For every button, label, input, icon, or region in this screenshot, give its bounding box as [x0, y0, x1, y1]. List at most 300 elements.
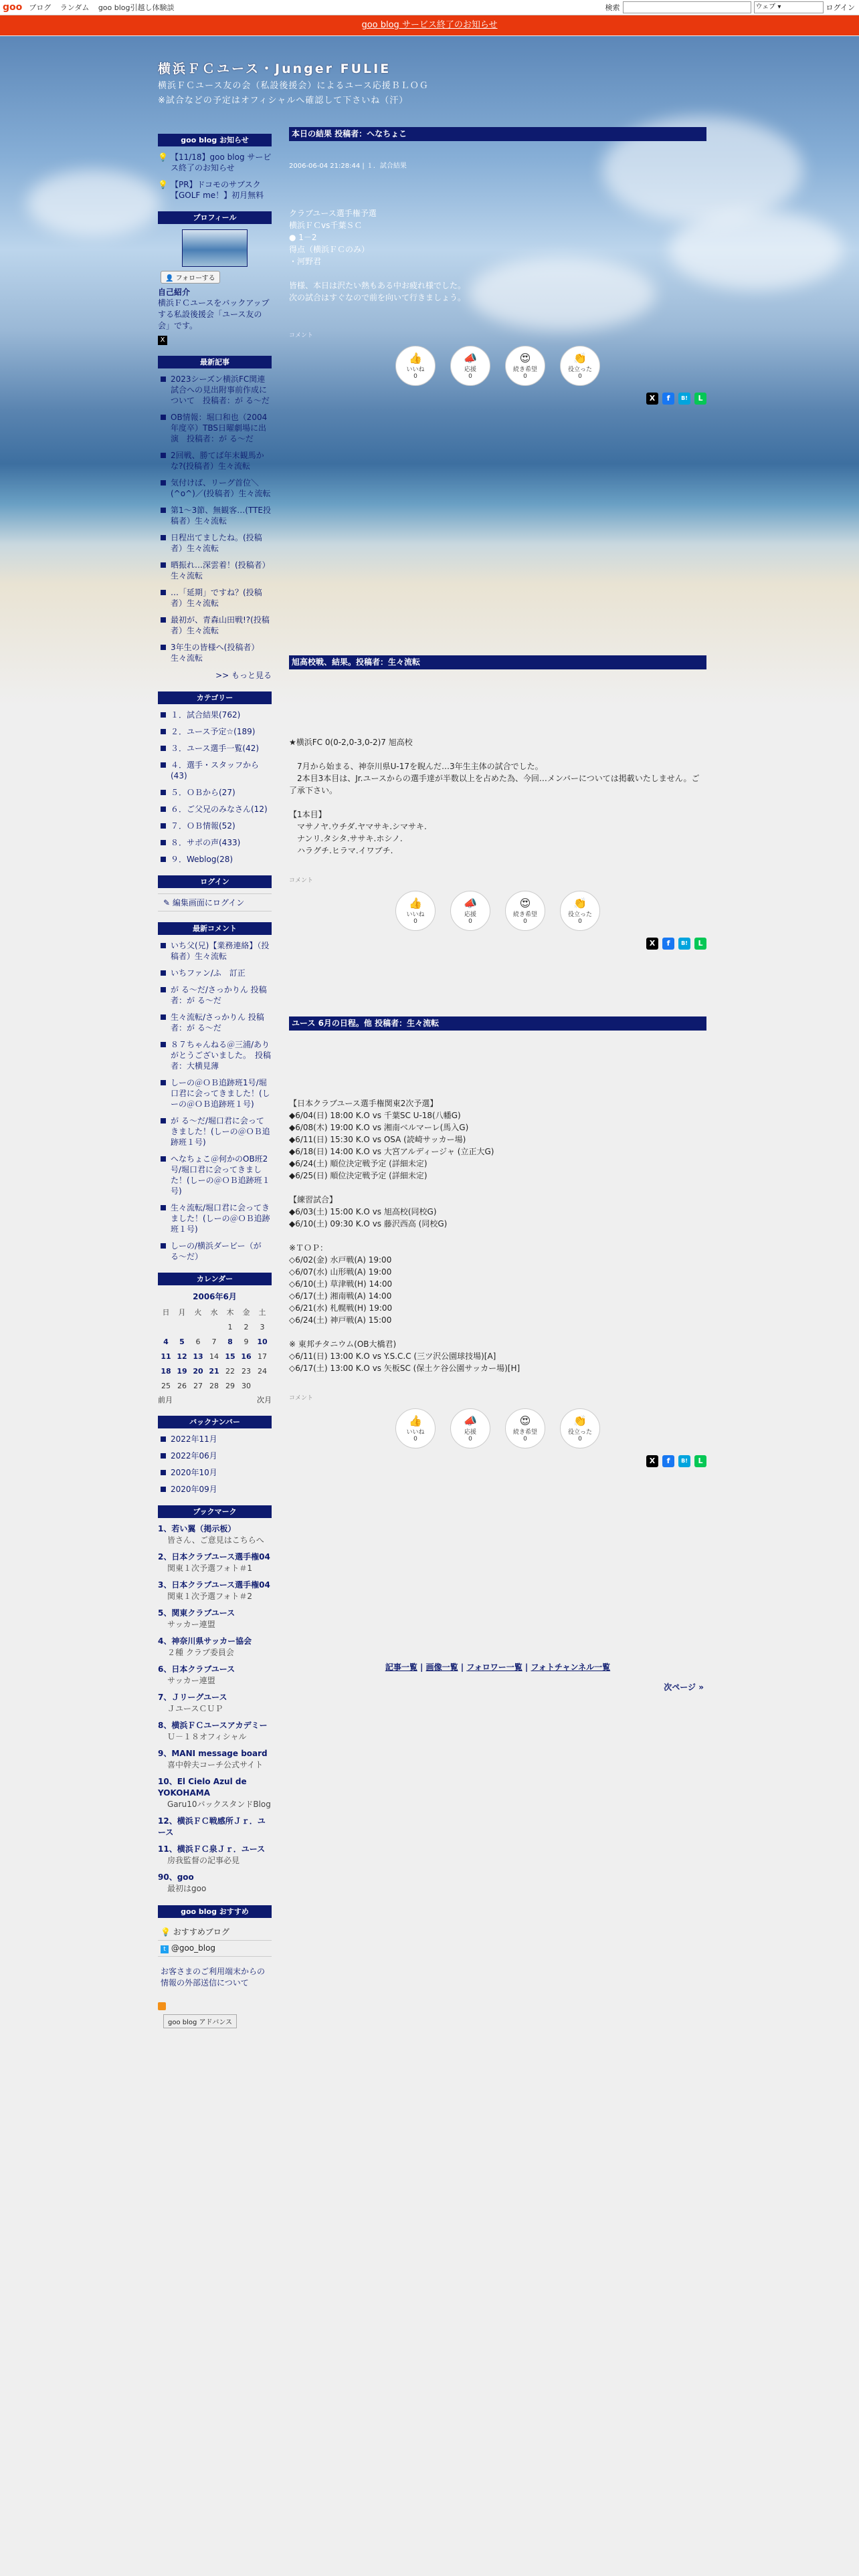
- recent-article-label: OB情報：堀口和也（2004年度卒）TBS日曜劇場に出演 投稿者：が る〜だ: [171, 413, 268, 443]
- cal-day: 23: [242, 1366, 251, 1376]
- cal-day: 26: [177, 1381, 187, 1390]
- cal-day: 9: [244, 1337, 249, 1346]
- recent-article-label: 最初が、青森山田戦!?(投稿者）生々流転: [171, 615, 270, 635]
- cal-day: 3: [260, 1322, 265, 1331]
- reaction-buttons: [289, 346, 706, 386]
- bullet-icon: [161, 857, 166, 862]
- news-block: [158, 134, 272, 201]
- reaction-label: 役立った: [567, 1428, 592, 1436]
- article-title[interactable]: 旭高校戦、結果。投稿者：生々流転: [289, 655, 706, 669]
- reaction-label: 応援: [464, 366, 476, 373]
- bullet-icon: [161, 1156, 166, 1162]
- service-notice-link[interactable]: goo blog サービス終了のお知らせ: [361, 20, 498, 30]
- recent-article-label: 2回戦、勝てば年末観馬かな?(投稿者）生々流転: [171, 451, 264, 471]
- category-heading: カテゴリー: [158, 691, 272, 704]
- backnumber-label: 2022年11月: [171, 1434, 217, 1444]
- comment-item[interactable]: [158, 940, 272, 962]
- bookmark-block: [158, 1505, 272, 1895]
- profile-heading: プロフィール: [158, 211, 272, 224]
- bullet-icon: [161, 790, 166, 795]
- bookmark-desc: サッカー連盟: [167, 1676, 215, 1685]
- article-line: ◆6/25(日) 順位決定戦予定 (詳細未定): [289, 1171, 427, 1180]
- cal-day: 22: [225, 1366, 235, 1376]
- reaction-label: 役立った: [567, 911, 592, 918]
- recent-article-item[interactable]: [158, 374, 272, 406]
- article-line: ◇6/21(水) 札幌戦(H) 19:00: [289, 1303, 393, 1313]
- blog-container: [149, 36, 710, 2564]
- reaction-label: 役立った: [567, 366, 592, 373]
- comment-item[interactable]: [158, 984, 272, 1006]
- backnumber-item[interactable]: [158, 1451, 272, 1461]
- recent-article-item[interactable]: [158, 505, 272, 526]
- article-line: 【練習試合】: [289, 1195, 338, 1204]
- bullet-icon: [161, 1487, 166, 1492]
- share-facebook-icon[interactable]: f: [662, 393, 674, 405]
- top-search: [605, 1, 855, 13]
- reaction-label: 続き希望: [512, 366, 537, 373]
- comment-label: が る〜だ/さっかりん 投稿者：が る〜だ: [171, 985, 267, 1005]
- calendar-month: 2006年6月: [193, 1292, 237, 1301]
- recent-article-item[interactable]: [158, 560, 272, 581]
- bullet-icon: [161, 970, 166, 976]
- comment-label: いち父(兄)【業務連絡】（投稿者）生々流転: [171, 941, 270, 961]
- bookmark-item[interactable]: [158, 1664, 272, 1687]
- article-title[interactable]: 本日の結果 投稿者：へなちょこ: [289, 127, 706, 141]
- article-body: [289, 1097, 706, 1374]
- cal-day[interactable]: 12: [177, 1352, 187, 1361]
- cal-day[interactable]: 19: [177, 1366, 187, 1376]
- backnumber-item[interactable]: [158, 1467, 272, 1478]
- share-hatena-icon[interactable]: B!: [678, 1455, 690, 1467]
- share-line-icon[interactable]: L: [694, 1455, 706, 1467]
- search-input[interactable]: [623, 1, 751, 13]
- reaction-label: いいね: [406, 366, 425, 373]
- recent-article-item[interactable]: [158, 615, 272, 636]
- category-block: [158, 691, 272, 865]
- category-item[interactable]: [158, 821, 272, 831]
- service-notice-bar: [0, 15, 859, 35]
- article-line: ◆6/24(土) 順位決定戦予定 (詳細未定): [289, 1159, 427, 1168]
- cal-dow: 月: [178, 1308, 186, 1317]
- backnumber-item[interactable]: [158, 1484, 272, 1495]
- comment-item[interactable]: [158, 1039, 272, 1071]
- bookmark-title: 90、goo: [158, 1872, 194, 1882]
- want-more-button[interactable]: [505, 1408, 545, 1448]
- bullet-icon: [161, 508, 166, 513]
- cal-day: 27: [193, 1381, 203, 1390]
- article-line: ※ＴＯＰ：: [289, 1243, 328, 1253]
- comment-label: が る〜だ/堀口君に会ってきました！(しーの＠ＯＢ追跡班１号): [171, 1116, 270, 1147]
- share-line-icon[interactable]: L: [694, 938, 706, 950]
- comment-item[interactable]: [158, 968, 272, 978]
- cal-day: 17: [258, 1352, 267, 1361]
- twitter-icon: t: [161, 1945, 169, 1953]
- bullet-icon: [161, 943, 166, 948]
- comment-item[interactable]: [158, 1154, 272, 1196]
- comment-link[interactable]: コメント: [289, 332, 314, 339]
- cal-day: [206, 1319, 222, 1334]
- reaction-count: 0: [413, 372, 417, 380]
- x-icon[interactable]: X: [158, 336, 167, 345]
- cal-dow: 土: [258, 1308, 266, 1317]
- category-label: ６．ご父兄のみなさん(12): [171, 804, 268, 814]
- article-title[interactable]: ユース 6月の日程。他 投稿者：生々流転: [289, 1016, 706, 1031]
- recent-article-item[interactable]: [158, 642, 272, 663]
- bookmark-item[interactable]: [158, 1636, 272, 1658]
- calendar-block: [158, 1273, 272, 1405]
- cal-dow: 木: [226, 1308, 234, 1317]
- bookmark-title: 3、日本クラブユース選手権04: [158, 1580, 270, 1590]
- category-label: ９．Weblog(28): [171, 855, 233, 864]
- reaction-count: 0: [413, 918, 417, 925]
- cal-day[interactable]: 5: [179, 1337, 185, 1346]
- calendar-next-link[interactable]: 次月: [257, 1396, 272, 1404]
- article-line: 横浜ＦＣvs千葉ＳＣ: [289, 221, 363, 230]
- bookmark-desc: Ｕ－１８オフィシャル: [167, 1732, 247, 1741]
- bullet-icon: [161, 1042, 166, 1047]
- reaction-label: いいね: [406, 911, 425, 918]
- bullet-icon: [161, 1080, 166, 1085]
- share-x-icon[interactable]: X: [646, 938, 658, 950]
- cal-day: 1: [227, 1322, 233, 1331]
- cal-day[interactable]: 10: [257, 1337, 268, 1346]
- bookmark-title: 8、横浜ＦＣユースアカデミー: [158, 1721, 268, 1730]
- backnumber-label: 2020年10月: [171, 1468, 217, 1477]
- article-line: ◇6/07(水) 山形戦(A) 19:00: [289, 1267, 392, 1277]
- more-articles-link[interactable]: >> もっと見る: [215, 671, 272, 680]
- recent-article-item[interactable]: [158, 412, 272, 444]
- cal-day[interactable]: 21: [209, 1366, 219, 1376]
- article-line: マサノヤ.ウチダ.ヤマサキ.シマサキ.: [289, 822, 427, 831]
- comment-item[interactable]: [158, 1202, 272, 1235]
- bookmark-desc: 皆さん、ご意見はこちらへ: [167, 1535, 264, 1545]
- recent-article-label: 気付けば、リーグ首位＼(^o^)／(投稿者）生々流転: [171, 478, 271, 498]
- share-facebook-icon[interactable]: f: [662, 1455, 674, 1467]
- image-list-link[interactable]: 画像一覧: [425, 1662, 458, 1672]
- calendar-heading: カレンダー: [158, 1273, 272, 1285]
- bookmark-item[interactable]: [158, 1720, 272, 1743]
- cal-day: 30: [242, 1381, 251, 1390]
- goo-logo[interactable]: goo: [3, 2, 23, 13]
- category-item[interactable]: [158, 837, 272, 848]
- recent-article-item[interactable]: [158, 587, 272, 609]
- bullet-icon: [161, 762, 166, 768]
- article-list-link[interactable]: 記事一覧: [385, 1662, 417, 1672]
- reaction-count: 0: [468, 1435, 472, 1442]
- recommend-heading: goo blog おすすめ: [158, 1905, 272, 1918]
- recommend-block: [158, 1905, 272, 2028]
- article-line: ◆6/04(日) 18:00 K.O vs 千葉SC U-18(八幡G): [289, 1111, 461, 1120]
- pencil-icon: ✎: [163, 898, 171, 907]
- bullet-icon: [161, 480, 166, 486]
- goo-blog-x-link[interactable]: [158, 1941, 272, 1957]
- bookmark-item[interactable]: [158, 1551, 272, 1574]
- heart-eyes-icon: 😍: [519, 896, 531, 909]
- recent-article-label: 2023シーズン横浜FC関連試合への見出附事前作成について 投稿者：が る〜だ: [171, 374, 270, 405]
- cal-day: [174, 1319, 190, 1334]
- blog-desc-line1: 横浜ＦＣユース友の会（私設後援会）によるユース応援ＢＬＯＧ: [158, 81, 429, 91]
- bookmark-desc: 喜中幹夫コーチ公式サイト: [167, 1760, 264, 1769]
- reaction-buttons: [289, 1408, 706, 1448]
- bookmark-item[interactable]: [158, 1608, 272, 1630]
- helpful-button[interactable]: [560, 1408, 600, 1448]
- article-line: ◇6/17(土) 湘南戦(A) 14:00: [289, 1291, 392, 1301]
- comment-label: しーの＠ＯＢ追跡班1号/堀口君に会ってきました！(しーの＠ＯＢ追跡班１号): [171, 1078, 270, 1109]
- cal-day: 28: [209, 1381, 219, 1390]
- edit-login-link[interactable]: [158, 893, 272, 911]
- bookmark-desc: ＪユースＣＵＰ: [167, 1704, 223, 1713]
- recent-heading: 最新記事: [158, 356, 272, 368]
- bookmark-item[interactable]: [158, 1580, 272, 1602]
- bookmark-item[interactable]: [158, 1816, 272, 1838]
- category-item[interactable]: [158, 787, 272, 798]
- article-line: ● 1－2: [289, 233, 317, 242]
- bookmark-desc: Garu10バックスタンドBlog: [167, 1800, 271, 1809]
- comment-item[interactable]: [158, 1077, 272, 1109]
- article-body: [289, 736, 706, 857]
- bulb-icon: 💡: [158, 152, 168, 162]
- login-heading: ログイン: [158, 875, 272, 888]
- search-scope-select[interactable]: ウェブ ▾: [754, 1, 824, 13]
- cal-day: 14: [209, 1352, 219, 1361]
- share-line-icon[interactable]: L: [694, 393, 706, 405]
- megaphone-icon: 📣: [464, 351, 477, 364]
- category-item[interactable]: [158, 854, 272, 865]
- helpful-button[interactable]: [560, 891, 600, 931]
- calendar-pager: [158, 1394, 272, 1405]
- calendar-table: [158, 1305, 270, 1393]
- nav-blog[interactable]: ブログ: [29, 3, 52, 12]
- photo-channel-link[interactable]: フォトチャンネル一覧: [531, 1662, 611, 1672]
- rss-icon[interactable]: [158, 2002, 166, 2010]
- bullet-icon: [161, 377, 166, 382]
- cal-day: 25: [161, 1381, 171, 1390]
- want-more-button[interactable]: [505, 891, 545, 931]
- share-hatena-icon[interactable]: B!: [678, 938, 690, 950]
- archive-links: 記事一覧 | 画像一覧 | フォロワー一覧 | フォトチャンネル一覧: [385, 1662, 611, 1672]
- cal-day: 6: [195, 1337, 201, 1346]
- cheer-button[interactable]: [450, 346, 490, 386]
- bullet-icon: [161, 1436, 166, 1442]
- cal-day[interactable]: 11: [161, 1352, 171, 1361]
- article-line: 皆様、本日は沢たい熱もある中お疲れ様でした。: [289, 281, 466, 290]
- cal-day[interactable]: 15: [225, 1352, 235, 1361]
- news-item[interactable]: [158, 179, 272, 201]
- article: [289, 1016, 706, 1467]
- article-line: 【1本目】: [289, 810, 326, 819]
- bookmark-title: 7、Ｊリーグユース: [158, 1693, 227, 1702]
- clap-icon: 👏: [573, 896, 587, 909]
- bullet-icon: [161, 1470, 166, 1475]
- follow-label: フォローする: [175, 275, 215, 282]
- reaction-count: 0: [413, 1435, 417, 1442]
- want-more-button[interactable]: [505, 346, 545, 386]
- heart-eyes-icon: 😍: [519, 351, 531, 364]
- cal-day: 29: [225, 1381, 235, 1390]
- follow-button[interactable]: [161, 271, 220, 284]
- login-block: [158, 875, 272, 911]
- cal-day: [190, 1319, 206, 1334]
- article-line: ナンリ.タシタ.ササキ.ホシノ.: [289, 834, 403, 843]
- cal-dow: 金: [242, 1308, 250, 1317]
- share-x-icon[interactable]: X: [646, 1455, 658, 1467]
- bookmark-item[interactable]: [158, 1692, 272, 1715]
- clap-icon: 👏: [573, 351, 587, 364]
- bulb-icon: 💡: [161, 1927, 171, 1937]
- nav-random[interactable]: ランダム: [60, 3, 90, 12]
- recommend-blog-link[interactable]: [158, 1923, 272, 1941]
- recent-articles-block: [158, 356, 272, 681]
- category-item[interactable]: [158, 743, 272, 754]
- article-line: ◇6/24(土) 神戸戦(A) 15:00: [289, 1315, 392, 1325]
- bookmark-item[interactable]: [158, 1748, 272, 1771]
- reaction-buttons: [289, 891, 706, 931]
- article-line: 【日本クラブユース選手権関東2次予選】: [289, 1099, 438, 1108]
- bullet-icon: [161, 1014, 166, 1020]
- backnumber-label: 2020年09月: [171, 1485, 217, 1494]
- reaction-count: 0: [578, 1435, 582, 1442]
- bookmark-item[interactable]: [158, 1872, 272, 1895]
- comment-item[interactable]: [158, 1012, 272, 1033]
- share-x-icon[interactable]: X: [646, 393, 658, 405]
- bookmark-title: 6、日本クラブユース: [158, 1665, 235, 1674]
- article-line: ◆6/10(土) 09:30 K.O vs 藤沢西高 (同校G): [289, 1219, 448, 1228]
- bookmark-title: 2、日本クラブユース選手権04: [158, 1552, 270, 1562]
- category-label: ８．サポの声(433): [171, 838, 241, 847]
- cal-day[interactable]: 4: [163, 1337, 169, 1346]
- calendar-prev-link[interactable]: 前月: [158, 1396, 173, 1404]
- bookmark-title: 12、横浜ＦＣ戦感所Ｊｒ．ユース: [158, 1816, 266, 1837]
- like-button[interactable]: [395, 891, 436, 931]
- follower-list-link[interactable]: フォロワー一覧: [466, 1662, 522, 1672]
- news-item[interactable]: [158, 152, 272, 173]
- comment-item[interactable]: [158, 1115, 272, 1148]
- cal-day[interactable]: 8: [227, 1337, 233, 1346]
- cheer-button[interactable]: [450, 891, 490, 931]
- news-item-label: 【PR】ドコモのサブスク【GOLF me！】初月無料: [170, 180, 264, 200]
- comment-label: 生々流転/さっかりん 投稿者：が る〜だ: [171, 1012, 264, 1033]
- comment-item[interactable]: [158, 1241, 272, 1262]
- bookmark-desc: 房我監督の記事必見: [167, 1856, 240, 1865]
- article-line: ◆6/03(土) 15:00 K.O vs 旭高校(同校G): [289, 1207, 437, 1216]
- article-meta[interactable]: 2006-06-04 21:28:44 | １．試合結果: [289, 163, 407, 170]
- bookmark-heading: ブックマーク: [158, 1505, 272, 1518]
- blog-desc-line2: ※試合などの予定はオフィシャルへ確認して下さいね（汗）: [158, 96, 409, 106]
- blog-title[interactable]: 横浜ＦＣユース・Junger FULIE: [158, 62, 391, 76]
- helpful-button[interactable]: [560, 346, 600, 386]
- cal-dow: 日: [162, 1308, 170, 1317]
- cal-day[interactable]: 20: [193, 1366, 203, 1376]
- bullet-icon: [161, 645, 166, 650]
- article-line: ハラグチ.ヒラマ.イワブチ.: [289, 846, 393, 855]
- recent-article-item[interactable]: [158, 532, 272, 554]
- bookmark-desc: 関東１次予選フォト＃1: [167, 1564, 253, 1573]
- reaction-count: 0: [523, 372, 527, 380]
- comment-label: いちファン/ふ 訂正: [171, 968, 246, 978]
- bullet-icon: [161, 1205, 166, 1210]
- goo-blog-x-label: @goo_blog: [171, 1943, 216, 1953]
- nav-migration[interactable]: goo blog引越し体験談: [98, 3, 175, 12]
- cal-day[interactable]: 18: [161, 1366, 171, 1376]
- recent-article-item[interactable]: [158, 450, 272, 471]
- external-transmission-link[interactable]: お客さまのご利用端末からの情報の外部送信について: [161, 1967, 266, 1988]
- advance-badge[interactable]: goo blog アドバンス: [163, 2014, 237, 2028]
- next-page-link[interactable]: 次ページ »: [664, 1683, 704, 1692]
- blog-description: [158, 79, 429, 108]
- article-line: ◇6/10(土) 草津戦(H) 14:00: [289, 1279, 393, 1289]
- backnumber-heading: バックナンバー: [158, 1416, 272, 1428]
- comment-link[interactable]: コメント: [289, 1395, 314, 1402]
- reaction-count: 0: [523, 918, 527, 925]
- bookmark-item[interactable]: [158, 1523, 272, 1546]
- backnumber-item[interactable]: [158, 1434, 272, 1444]
- share-buttons: [289, 1455, 706, 1467]
- cal-day[interactable]: 16: [241, 1352, 252, 1361]
- bullet-icon: [161, 590, 166, 595]
- reaction-label: 続き希望: [512, 911, 537, 918]
- clap-icon: 👏: [573, 1414, 587, 1427]
- bulb-icon: 💡: [158, 180, 168, 189]
- thumbs-up-icon: 👍: [409, 896, 422, 909]
- cal-day[interactable]: 13: [193, 1352, 203, 1361]
- profile-image: [182, 229, 248, 267]
- bookmark-item[interactable]: [158, 1776, 272, 1810]
- category-item[interactable]: [158, 710, 272, 720]
- bookmark-desc: ２種 クラブ委員会: [167, 1648, 234, 1657]
- news-heading: goo blog お知らせ: [158, 134, 272, 146]
- category-item[interactable]: [158, 760, 272, 781]
- reaction-count: 0: [523, 1435, 527, 1442]
- bullet-icon: [161, 987, 166, 992]
- article-line: ◆6/08(木) 19:00 K.O vs 湘南ベルマーレ(馬入G): [289, 1123, 469, 1132]
- login-link[interactable]: ログイン: [826, 3, 855, 12]
- reaction-label: 応援: [464, 1428, 476, 1436]
- comment-label: ８７ちゃんねる＠三浦/ありがとうございました。 投稿者：大横見薄: [171, 1040, 272, 1071]
- cal-day: 24: [258, 1366, 267, 1376]
- like-button[interactable]: [395, 1408, 436, 1448]
- reaction-label: 続き希望: [512, 1428, 537, 1436]
- reaction-label: いいね: [406, 1428, 425, 1436]
- bullet-icon: [161, 535, 166, 540]
- comment-label: へなちょこ＠何かのOB班2号/堀口君に会ってきました！(しーの＠ＯＢ追跡班１号): [171, 1154, 270, 1196]
- bullet-icon: [161, 1118, 166, 1123]
- recent-article-label: …「延期」ですね？(投稿者）生々流転: [171, 588, 262, 608]
- share-facebook-icon[interactable]: f: [662, 938, 674, 950]
- bullet-icon: [161, 823, 166, 829]
- recent-article-item[interactable]: [158, 477, 272, 499]
- comment-label: 生々流転/堀口君に会ってきました！(しーの＠ＯＢ追跡班１号): [171, 1203, 270, 1234]
- cheer-button[interactable]: [450, 1408, 490, 1448]
- bookmark-title: 1、若い翼（掲示板）: [158, 1524, 236, 1533]
- bookmark-desc: 最初はgoo: [167, 1884, 207, 1893]
- recent-comments-block: [158, 922, 272, 1262]
- bullet-icon: [161, 729, 166, 734]
- follow-icon: 👤: [165, 275, 174, 282]
- bookmark-item[interactable]: [158, 1844, 272, 1866]
- thumbs-up-icon: 👍: [409, 351, 422, 364]
- article-line: ◆6/18(日) 14:00 K.O vs 大宮アルディージャ (立正大G): [289, 1147, 494, 1156]
- edit-login-label: 編集画面にログイン: [172, 898, 245, 907]
- category-item[interactable]: [158, 804, 272, 815]
- reaction-label: 応援: [464, 911, 476, 918]
- like-button[interactable]: [395, 346, 436, 386]
- comment-link[interactable]: コメント: [289, 877, 314, 884]
- share-hatena-icon[interactable]: B!: [678, 393, 690, 405]
- category-item[interactable]: [158, 726, 272, 737]
- reaction-count: 0: [578, 372, 582, 380]
- search-label: 検索: [605, 3, 620, 12]
- share-buttons: [289, 938, 706, 950]
